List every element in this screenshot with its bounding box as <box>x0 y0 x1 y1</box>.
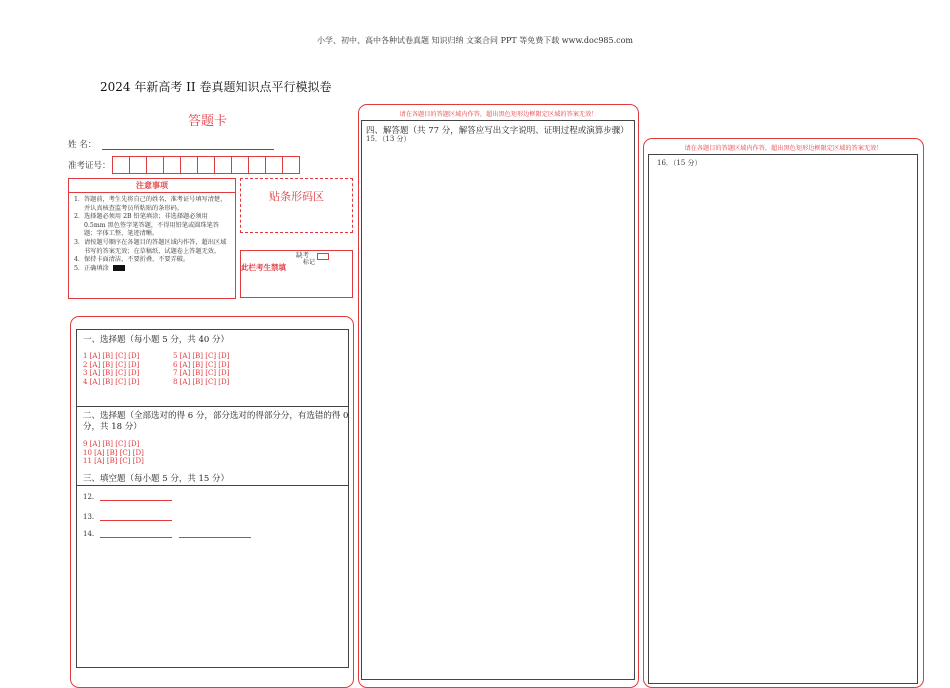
question-14-blank-1[interactable] <box>100 531 172 538</box>
choice-option-row[interactable]: 2 [A] [B] [C] [D] <box>83 360 140 369</box>
exam-id-digit-box[interactable] <box>248 156 266 174</box>
absent-mark-label-2: 标记 <box>303 259 316 266</box>
section1-left-options <box>83 352 139 386</box>
right-warning: 请在各题目的答题区域内作答，超出黑色矩形边框限定区域的答案无效！ <box>684 145 883 152</box>
name-row <box>68 138 274 150</box>
middle-answer-frame <box>361 120 635 680</box>
question-13-label: 13. <box>83 513 95 521</box>
exam-id-digit-box[interactable] <box>282 156 300 174</box>
exam-id-digit-box[interactable] <box>231 156 249 174</box>
question-14-blank-2[interactable] <box>179 531 251 538</box>
notice-item <box>74 265 231 274</box>
middle-warning: 请在各题目的答题区域内作答，超出黑色矩形边框限定区域的答案无效！ <box>399 111 598 118</box>
notice-heading: 注意事项 <box>69 179 235 193</box>
choice-option-row[interactable]: 9 [A] [B] [C] [D] <box>83 440 140 448</box>
exam-id-digit-box[interactable] <box>163 156 181 174</box>
exam-id-label: 准考证号： <box>68 161 111 171</box>
choice-option-row[interactable]: 6 [A] [B] [C] [D] <box>173 360 230 369</box>
question-14 <box>83 530 251 538</box>
section-divider-1 <box>76 406 349 407</box>
section2-heading-line1: 二、选择题（全部选对的得 6 分，部分选对的得部分分，有选错的得 0 <box>83 411 349 421</box>
question-12-label: 12. <box>83 493 95 501</box>
notice-item <box>74 213 231 239</box>
notice-item-number: 1． <box>74 196 85 203</box>
exam-id-digit-box[interactable] <box>129 156 147 174</box>
notice-item-number: 2． <box>74 213 85 221</box>
answer-card-title: 答题卡 <box>188 114 228 129</box>
correct-fill-example <box>113 265 125 271</box>
exam-id-digit-box[interactable] <box>146 156 164 174</box>
notice-box <box>68 178 236 299</box>
section2-heading <box>83 411 348 433</box>
choice-option-row[interactable]: 10 [A] [B] [C] [D] <box>83 448 144 457</box>
question-12-blank[interactable] <box>100 494 172 501</box>
section3-heading: 三、填空题（每小题 5 分，共 15 分） <box>83 474 230 484</box>
name-label: 姓 名： <box>68 140 97 150</box>
choice-option-row[interactable]: 3 [A] [B] [C] [D] <box>83 369 140 378</box>
section1-right-options <box>173 352 229 386</box>
notice-list <box>69 193 235 273</box>
choice-option-row[interactable]: 8 [A] [B] [C] [D] <box>173 377 230 386</box>
forbidden-label: 此栏考生禁填 <box>241 263 286 272</box>
exam-id-row <box>68 156 300 174</box>
question-15-label: 15．（13 分） <box>366 135 411 143</box>
choice-option-row[interactable]: 5 [A] [B] [C] [D] <box>173 352 230 360</box>
choice-option-row[interactable]: 11 [A] [B] [C] [D] <box>83 457 144 466</box>
question-16-label: 16．（15 分） <box>657 159 702 167</box>
examinee-forbidden-area <box>240 250 353 298</box>
notice-item-text: 保持卡面清洁，不要折叠、不要弄破。 <box>84 256 190 264</box>
notice-item-text: 选择题必须用 2B 铅笔填涂；非选择题必须用 0.5mm 黑色签字笔答题，不得用铅笔或圆珠笔答题；字体工整、笔迹清晰。 <box>84 213 219 238</box>
section1-heading: 一、选择题（每小题 5 分，共 40 分） <box>83 335 230 345</box>
choice-option-row[interactable]: 1 [A] [B] [C] [D] <box>83 352 140 360</box>
section-divider-2 <box>76 485 349 486</box>
notice-item-number: 3． <box>74 238 85 246</box>
right-answer-frame <box>648 154 918 684</box>
site-header: 小学、初中、高中各种试卷真题 知识归纳 文案合同 PPT 等免费下载 www.doc985.com <box>316 36 634 45</box>
choice-option-row[interactable]: 7 [A] [B] [C] [D] <box>173 369 230 378</box>
notice-item <box>74 256 231 265</box>
exam-id-digit-box[interactable] <box>214 156 232 174</box>
notice-item-number: 5． <box>74 264 85 272</box>
exam-id-boxes[interactable] <box>113 156 300 174</box>
notice-item <box>74 196 231 213</box>
question-13-blank[interactable] <box>100 514 172 521</box>
document-title: 2024 年新高考 II 卷真题知识点平行模拟卷 <box>100 80 332 94</box>
exam-id-digit-box[interactable] <box>112 156 130 174</box>
section2-options <box>83 440 144 466</box>
choice-option-row[interactable]: 4 [A] [B] [C] [D] <box>83 377 140 386</box>
notice-item <box>74 239 231 256</box>
notice-item-text: 正确填涂 <box>84 264 109 272</box>
exam-id-digit-box[interactable] <box>197 156 215 174</box>
exam-id-digit-box[interactable] <box>265 156 283 174</box>
barcode-area <box>240 178 353 233</box>
notice-item-text: 请按题号顺序在各题目的答题区域内作答，超出区域书写的答案无效；在草稿纸、试题卷上答题无效。 <box>84 238 227 255</box>
absent-mark-box[interactable] <box>317 253 329 260</box>
barcode-label: 贴条形码区 <box>269 190 324 203</box>
section2-heading-line2: 分，共 18 分） <box>83 422 142 432</box>
notice-item-text: 答题前，考生先将自己的姓名，准考证号填写清楚，并认真核查监考员所粘贴的条形码。 <box>84 196 227 212</box>
question-12 <box>83 493 172 501</box>
section4-heading: 四、解答题（共 77 分，解答应写出文字说明、证明过程或演算步骤） <box>366 126 629 136</box>
exam-id-digit-box[interactable] <box>180 156 198 174</box>
question-13 <box>83 513 172 521</box>
question-14-label: 14. <box>83 530 95 538</box>
name-field[interactable] <box>102 140 274 150</box>
notice-item-number: 4． <box>74 256 85 264</box>
absent-mark-label-1: 缺考 <box>296 251 309 259</box>
